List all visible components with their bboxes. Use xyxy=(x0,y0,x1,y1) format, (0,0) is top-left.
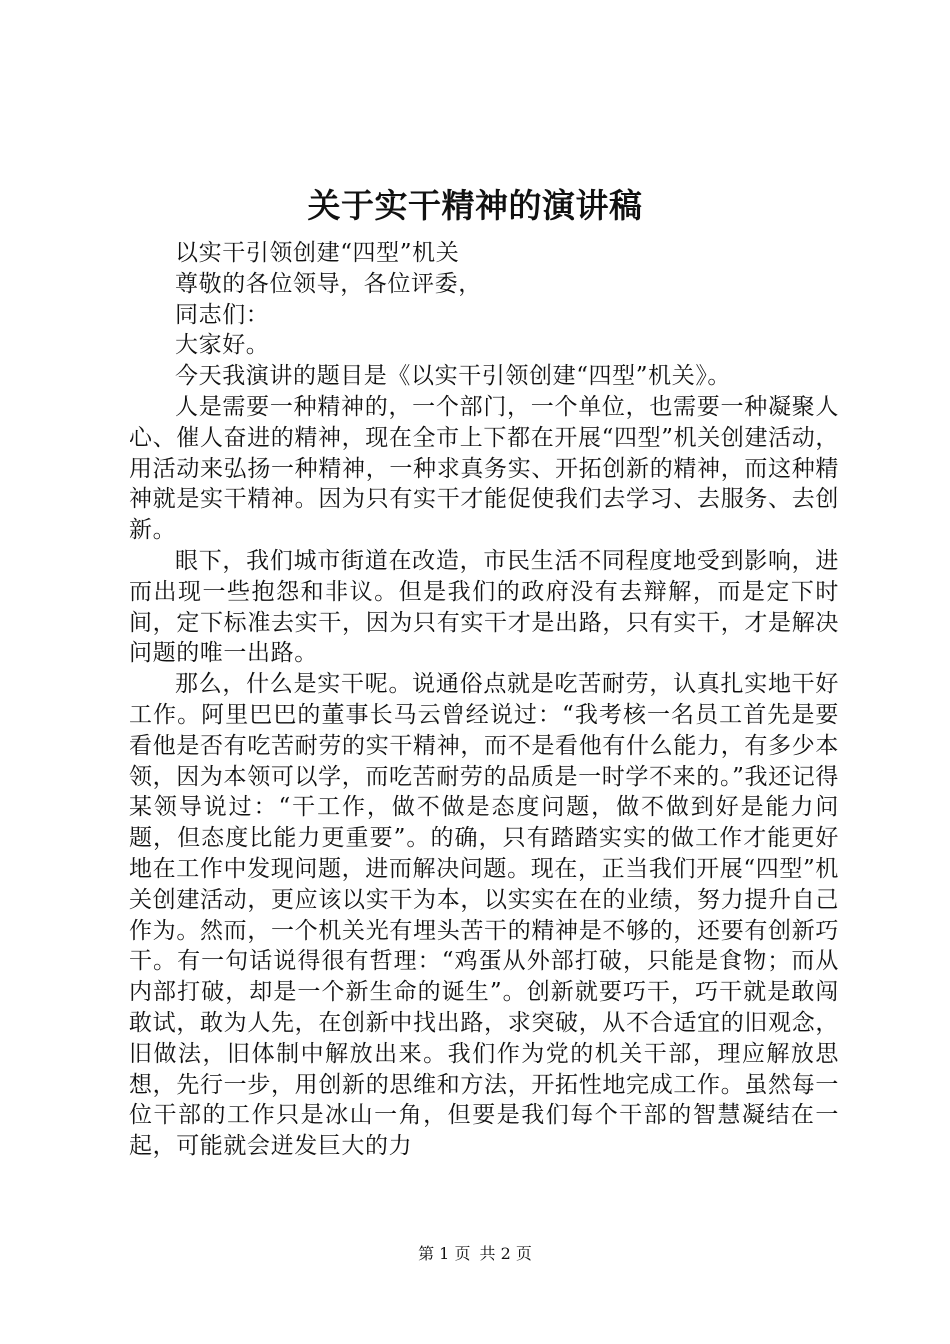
salutation: 尊敬的各位领导，各位评委， xyxy=(175,270,482,297)
page-footer xyxy=(0,1244,950,1264)
body-paragraph: 眼下，我们城市街道在改造，市民生活不同程度地受到影响，进而出现一些抱怨和非议。但是我们的政府没有去辩解，而是定下时间，定下标准去实干，因为只有实干才是出路，只有实干，才是解决问题的唯一出路。 xyxy=(129,547,839,667)
body-paragraph: 人是需要一种精神的，一个部门，一个单位，也需要一种凝聚人心、催人奋进的精神，现在全市上下都在开展“四型”机关创建活动，用活动来弘扬一种精神，一种求真务实、开拓创新的精神，而这种精神就是实干精神。因为只有实干才能促使我们去学习、去服务、去创新。 xyxy=(129,393,839,544)
page-total: 共 2 页 xyxy=(479,1244,532,1263)
document-title: 关于实干精神的演讲稿 xyxy=(307,186,643,225)
body-paragraph: 那么，什么是实干呢。说通俗点就是吃苦耐劳，认真扎实地干好工作。阿里巴巴的董事长马云曾经说过：“我考核一名员工首先是要看他是否有吃苦耐劳的实干精神，而不是看他有什么能力，有多少本领，因为本领可以学，而吃苦耐劳的品质是一时学不来的。”我还记得某领导说过：“干工作，做不做是态度问题，做不做到好是能力问题，但态度比能力更重要”。的确，只有踏踏实实的做工作才能更好地在工作中发现问题，进而解决问题。现在，正当我们开展“四型”机关创建活动，更应该以实干为本，以实实在在的业绩，努力提升自己作为。然而，一个机关光有埋头苦干的精神是不够的，还要有创新巧干。有一句话说得很有哲理：“鸡蛋从外部打破，只能是食物；而从内部打破，却是一个新生命的诞生”。创新就要巧干，巧干就是敢闯敢试，敢为人先，在创新中找出路，求突破，从不合适宜的旧观念，旧做法，旧体制中解放出来。我们作为党的机关干部，理应解放思想，先行一步，用创新的思维和方法，开拓性地完成工作。虽然每一位干部的工作只是冰山一角，但要是我们每个干部的智慧凝结在一起，可能就会迸发巨大的力 xyxy=(129,671,839,1160)
salutation-comrades: 同志们： xyxy=(175,301,270,328)
page-number: 第 1 页 xyxy=(418,1244,471,1263)
document-body xyxy=(129,238,839,1162)
greeting: 大家好。 xyxy=(175,332,270,359)
topic-introduction: 今天我演讲的题目是《以实干引领创建“四型”机关》。 xyxy=(175,363,732,390)
speech-subtitle: 以实干引领创建“四型”机关 xyxy=(175,240,460,266)
